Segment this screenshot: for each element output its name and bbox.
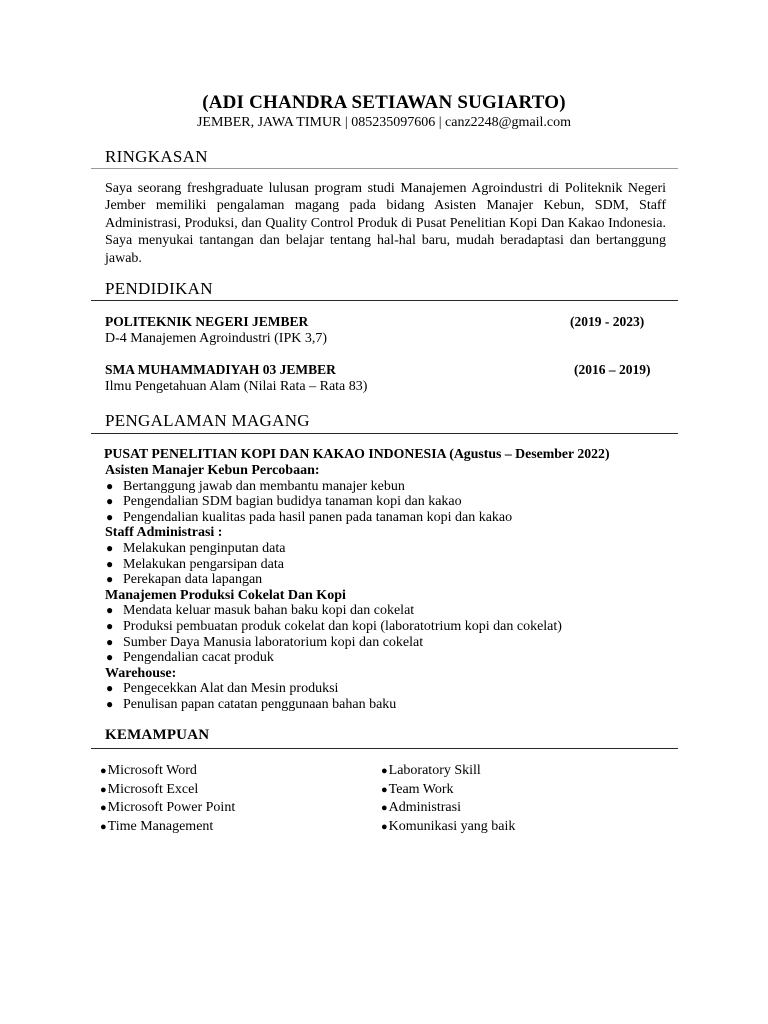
- duty-item: [105, 541, 562, 557]
- duty-text: Penulisan papan catatan penggunaan bahan baku: [123, 696, 397, 712]
- duty-item: [105, 557, 562, 573]
- candidate-name: (ADI CHANDRA SETIAWAN SUGIARTO): [202, 92, 566, 113]
- education-item: [105, 362, 675, 398]
- bullet-icon: ●: [106, 494, 114, 509]
- education-item: [105, 314, 675, 350]
- bullet-icon: ●: [106, 478, 114, 493]
- bullet-icon: ●: [381, 765, 388, 777]
- skill-text: Laboratory Skill: [388, 763, 481, 778]
- skill-item: [100, 818, 235, 837]
- duty-text: Pengecekkan Alat dan Mesin produksi: [123, 681, 339, 697]
- skill-text: Microsoft Excel: [107, 781, 199, 797]
- education-years: (2016 – 2019): [574, 362, 651, 377]
- role-title: Asisten Manajer Kebun Percobaan:: [105, 463, 320, 478]
- role-title: Warehouse:: [105, 665, 177, 681]
- duty-text: Mendata keluar masuk bahan baku kopi dan cokelat: [123, 603, 415, 619]
- skill-item: [381, 781, 515, 800]
- bullet-icon: ●: [106, 650, 114, 665]
- duty-item: [105, 697, 562, 713]
- skill-item: [100, 781, 235, 800]
- duty-item: [105, 681, 562, 697]
- skill-item: [100, 762, 235, 781]
- skill-text: Team Work: [388, 781, 454, 797]
- bullet-icon: ●: [106, 618, 114, 633]
- duty-text: Pengendalian SDM bagian budidya tanaman kopi dan kakao: [123, 494, 462, 510]
- role-title: Manajemen Produksi Cokelat Dan Kopi: [105, 587, 346, 603]
- duty-item: [105, 603, 562, 619]
- section-heading-pendidikan: PENDIDIKAN: [105, 279, 213, 298]
- divider: [91, 300, 678, 301]
- duty-text: Perekapan data lapangan: [123, 572, 263, 588]
- bullet-icon: ●: [100, 802, 107, 815]
- duty-text: Melakukan pengarsipan data: [123, 556, 284, 572]
- duty-item: [105, 572, 562, 588]
- duty-item: [105, 479, 562, 495]
- skill-item: [381, 818, 515, 837]
- bullet-icon: ●: [100, 783, 107, 796]
- skill-text: Time Management: [107, 818, 214, 834]
- bullet-icon: ●: [106, 556, 114, 571]
- bullet-icon: ●: [106, 603, 114, 618]
- bullet-icon: ●: [381, 783, 388, 796]
- duty-text: Pengendalian cacat produk: [123, 650, 274, 666]
- bullet-icon: ●: [106, 681, 114, 696]
- section-heading-ringkasan: RINGKASAN: [105, 147, 208, 166]
- duty-text: Bertanggung jawab dan membantu manajer kebun: [123, 478, 405, 494]
- duty-text: Pengendalian kualitas pada hasil panen pada tanaman kopi dan kakao: [123, 509, 513, 525]
- education-years: (2019 - 2023): [570, 314, 645, 329]
- section-heading-pengalaman: PENGALAMAN MAGANG: [105, 411, 310, 430]
- duty-text: Sumber Daya Manusia laboratorium kopi dan cokelat: [123, 634, 424, 650]
- duty-text: Produksi pembuatan produk cokelat dan kopi (laboratotrium kopi dan cokelat): [123, 618, 562, 634]
- divider: [91, 168, 678, 169]
- education-detail: Ilmu Pengetahuan Alam (Nilai Rata – Rata 83): [105, 379, 368, 394]
- bullet-icon: ●: [106, 509, 114, 524]
- skill-item: [100, 799, 235, 818]
- skill-text: Microsoft Power Point: [107, 800, 236, 816]
- bullet-icon: ●: [106, 540, 114, 555]
- duty-text: Melakukan penginputan data: [123, 540, 286, 556]
- skill-item: [381, 799, 515, 818]
- education-school: SMA MUHAMMADIYAH 03 JEMBER: [105, 362, 336, 377]
- duty-item: [105, 619, 562, 635]
- skills-column-right: [381, 762, 515, 836]
- skill-text: Administrasi: [388, 800, 461, 816]
- bullet-icon: ●: [106, 634, 114, 649]
- experience-list: [105, 463, 562, 713]
- bullet-icon: ●: [100, 765, 107, 777]
- skill-text: Komunikasi yang baik: [388, 818, 516, 834]
- education-school: POLITEKNIK NEGERI JEMBER: [105, 314, 309, 329]
- education-detail: D-4 Manajemen Agroindustri (IPK 3,7): [105, 331, 328, 346]
- bullet-icon: ●: [106, 696, 114, 711]
- bullet-icon: ●: [381, 820, 388, 833]
- role-title: Staff Administrasi :: [105, 525, 223, 541]
- duty-item: [105, 650, 562, 666]
- experience-title: PUSAT PENELITIAN KOPI DAN KAKAO INDONESIA (Agustus – Desember 2022): [104, 446, 610, 461]
- duty-item: [105, 494, 562, 510]
- bullet-icon: ●: [100, 820, 107, 833]
- contact-line: JEMBER, JAWA TIMUR | 085235097606 | canz2248@gmail.com: [196, 115, 572, 130]
- divider: [91, 748, 678, 749]
- bullet-icon: ●: [106, 572, 114, 587]
- skills-column-left: [100, 762, 235, 836]
- skill-item: [381, 762, 515, 781]
- section-heading-kemampuan: KEMAMPUAN: [105, 727, 210, 743]
- duty-item: [105, 635, 562, 651]
- duty-item: [105, 510, 562, 526]
- divider: [91, 433, 678, 434]
- summary-text: Saya seorang freshgraduate lulusan program studi Manajemen Agroindustri di Politeknik Negeri Jember memiliki pengalaman magang pada bidang Asisten Manajer Kebun, SDM, Staff Administrasi, Produksi, dan Quality Control Produk di Pusat Penelitian Kopi Dan Kakao Indonesia. Saya menyukai tantangan dan belajar tentang hal-hal baru, mudah beradaptasi dan bertanggung jawab.: [105, 181, 666, 266]
- skill-text: Microsoft Word: [107, 763, 197, 778]
- bullet-icon: ●: [381, 802, 388, 815]
